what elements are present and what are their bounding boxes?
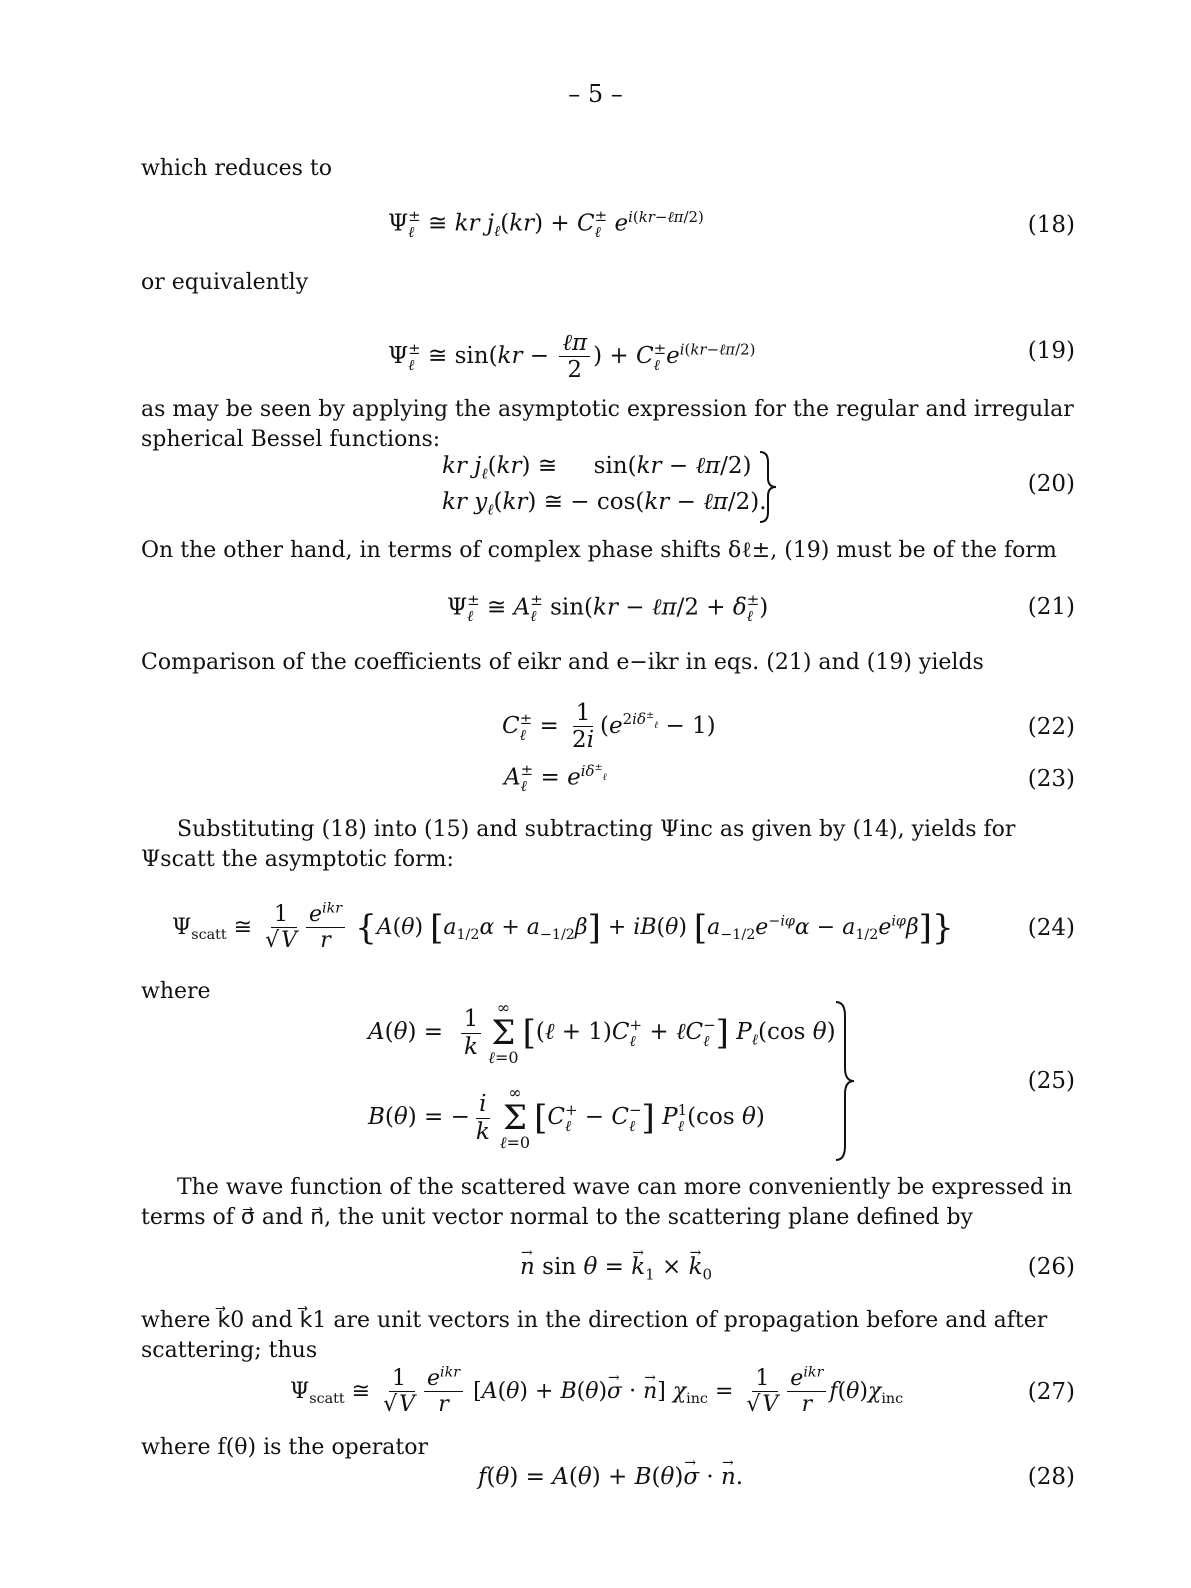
paragraph-substituting: Substituting (18) into (15) and subtracting Ψinc as given by (14), yields for Ψscatt the asymptotic form:: [141, 817, 1016, 872]
equation-22: C ± ℓ = $\frac{1}{2i}$ $(e^{2i\delta^\pm_\ell} - 1)$: [502, 700, 716, 754]
equation-25-brace: [832, 1000, 858, 1162]
paragraph-or-equivalently: or equivalently: [141, 270, 309, 295]
equation-25-line-2: B(θ) = − $\frac{i}{k}$ ∞ Σ ℓ=0 [C + ℓ − C − ℓ ] P 1 ℓ (cos θ): [368, 1083, 765, 1152]
equation-number-26: (26): [1027, 1254, 1075, 1280]
equation-25-line-1: A(θ) = $\frac{1}{k}$ ∞ Σ ℓ=0 [(ℓ + 1)C + ℓ + ℓC − ℓ ] $P_\ell(\cos$ θ): [368, 998, 836, 1067]
equation-26: → n sin θ = → $k_1$ × → $k_0$: [520, 1252, 712, 1282]
equation-number-27: (27): [1027, 1379, 1075, 1405]
paragraph-wave-function: The wave function of the scattered wave can more conveniently be expressed in terms of σ⃗ and n⃗, the unit vector normal to the scattering plane defined by: [141, 1175, 1073, 1230]
equation-number-22: (22): [1027, 714, 1075, 740]
equation-number-23: (23): [1027, 766, 1075, 792]
equation-number-20: (20): [1027, 471, 1075, 497]
equation-19: Ψ ± ℓ ≅ sin(kr − $\frac{\text{ℓπ}}{2}$ ) + C ± ℓ $e^{i(kr-\ell\pi/2)}$: [388, 330, 756, 384]
equation-number-24: (24): [1027, 915, 1075, 941]
equation-18: Ψ ± ℓ ≅ kr $j_\ell(kr) + C$ ± ℓ $e^{i(kr-\ell\pi/2)}$: [388, 207, 704, 242]
equation-28: f(θ) = A(θ) + B(θ)→ σ · → n.: [478, 1462, 743, 1492]
equation-24: $\Psi_{scatt}$ ≅ $\frac{1}{√V}$ $\frac{e^{ikr}}{r}$ {A(θ) $[a_{1/2}\alpha + a_{-1/2}\beta] + iB(\theta) [a_{-1/2}e^{-i\varphi}\alpha - a_{1/2}e^{i\varphi}\beta]$}: [172, 900, 954, 954]
equation-20-line-1: kr $j_\ell(kr)$ ≅ sin(kr − ℓπ/2): [442, 453, 752, 483]
equation-20-brace: [756, 450, 780, 524]
paragraph-operator: where f(θ) is the operator: [141, 1435, 429, 1460]
page-number: – 5 –: [568, 80, 623, 108]
equation-number-19: (19): [1027, 338, 1075, 364]
paragraph-comparison: Comparison of the coefficients of eikr and e−ikr in eqs. (21) and (19) yields: [141, 650, 984, 675]
equation-number-28: (28): [1027, 1464, 1075, 1490]
equation-number-25: (25): [1027, 1068, 1075, 1094]
equation-20-line-2: kr $y_\ell(kr)$ ≅ − cos(kr − ℓπ/2).: [442, 489, 767, 519]
equation-21: Ψ ± ℓ ≅ A ± ℓ sin(kr − ℓπ/2 + δ ± ℓ ): [447, 591, 769, 626]
equation-number-21: (21): [1027, 594, 1075, 620]
equation-number-18: (18): [1027, 212, 1075, 238]
paragraph-which-reduces: which reduces to: [141, 156, 333, 181]
paragraph-where: where: [141, 979, 211, 1004]
equation-23: A ± ℓ = $e^{i\delta^\pm_\ell}$: [504, 761, 607, 796]
equation-27: $\Psi_{scatt}$ ≅ $\frac{1}{√V}$ $\frac{e^{ikr}}{r}$ [A(θ) + B(θ)→ σ · → n] $\chi_{inc}$ = $\frac{1}{√V}$ $\frac{e^{ikr}}{r}$ $f(\theta)\chi_{inc}$: [290, 1366, 903, 1418]
paragraph-asymptotic-expression: as may be seen by applying the asymptotic expression for the regular and irregular spherical Bessel functions:: [141, 397, 1074, 452]
paragraph-complex-phase-shifts: On the other hand, in terms of complex phase shifts δℓ±, (19) must be of the form: [141, 538, 1057, 563]
paragraph-unit-vectors: where k⃗0 and k⃗1 are unit vectors in the direction of propagation before and after scattering; thus: [141, 1308, 1048, 1363]
